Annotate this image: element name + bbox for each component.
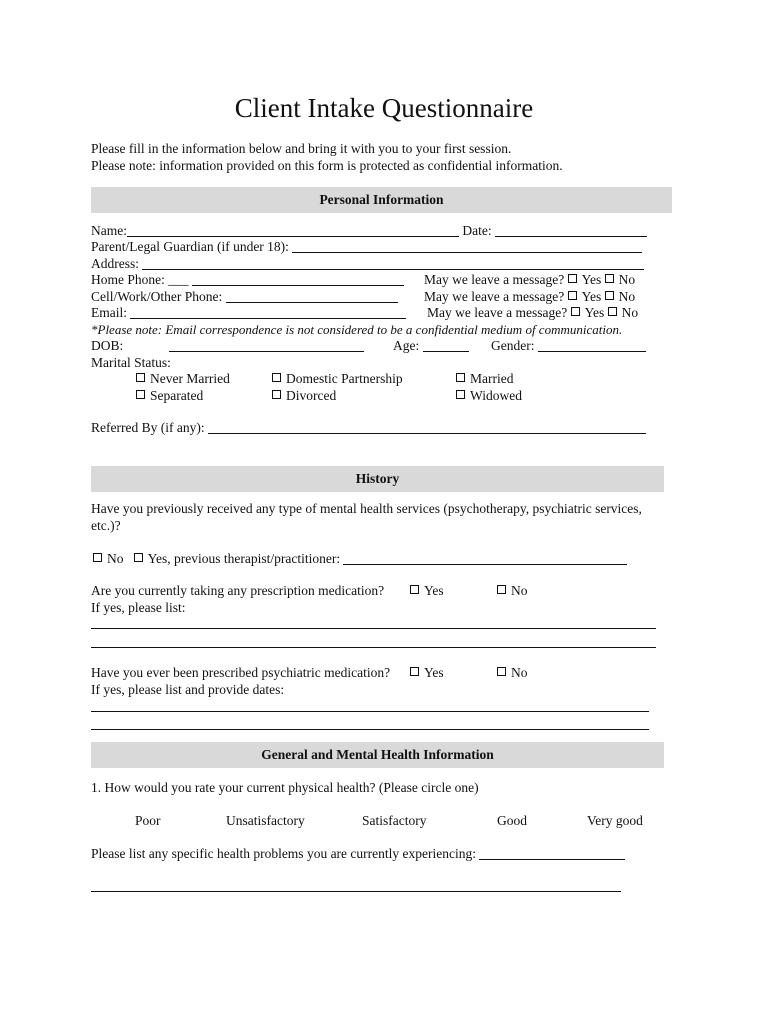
referred-by-row bbox=[91, 420, 646, 436]
rating-unsatisfactory[interactable]: Unsatisfactory bbox=[226, 813, 305, 828]
previous-therapist-field[interactable] bbox=[343, 552, 627, 565]
referred-by-label: Referred By (if any): bbox=[91, 420, 205, 435]
name-row bbox=[91, 223, 647, 239]
email-field[interactable] bbox=[130, 306, 406, 319]
yes-label: Yes bbox=[424, 665, 444, 680]
no-label: No bbox=[511, 665, 528, 680]
history-q1-line-2: etc.)? bbox=[91, 518, 121, 533]
dob-field[interactable] bbox=[169, 339, 364, 352]
no-label: No bbox=[621, 305, 639, 320]
health-problems-field[interactable] bbox=[479, 847, 625, 860]
message-question-label: May we leave a message? bbox=[427, 305, 568, 320]
gender-row bbox=[491, 338, 646, 354]
address-label: Address: bbox=[91, 256, 139, 271]
email-message-yes-checkbox[interactable] bbox=[571, 307, 580, 316]
home-phone-label: Home Phone: bbox=[91, 272, 165, 287]
marital-option-widowed[interactable] bbox=[456, 388, 522, 404]
checkbox[interactable] bbox=[272, 373, 281, 382]
email-message-question bbox=[427, 305, 638, 321]
prior-services-no-checkbox[interactable] bbox=[93, 553, 102, 562]
no-label: No bbox=[107, 551, 124, 566]
history-q2-followup: If yes, please list: bbox=[91, 600, 186, 615]
psych-medication-list-line-2[interactable] bbox=[91, 729, 649, 730]
checkbox[interactable] bbox=[456, 390, 465, 399]
marital-status-label: Marital Status: bbox=[91, 355, 171, 370]
home-message-no-checkbox[interactable] bbox=[605, 274, 614, 283]
no-label: No bbox=[618, 289, 636, 304]
date-label: Date: bbox=[462, 223, 492, 238]
no-label: No bbox=[511, 583, 528, 598]
checkbox[interactable] bbox=[456, 373, 465, 382]
checkbox[interactable] bbox=[136, 390, 145, 399]
history-q3-followup: If yes, please list and provide dates: bbox=[91, 682, 285, 697]
referred-by-field[interactable] bbox=[208, 421, 646, 434]
message-question-label: May we leave a message? bbox=[424, 289, 565, 304]
prior-services-yes-checkbox[interactable] bbox=[134, 553, 143, 562]
cell-message-no-checkbox[interactable] bbox=[605, 291, 614, 300]
medication-no-option[interactable] bbox=[497, 583, 528, 599]
general-q2-label: Please list any specific health problems you are currently experiencing: bbox=[91, 846, 476, 861]
email-message-no-checkbox[interactable] bbox=[608, 307, 617, 316]
checkbox[interactable] bbox=[410, 585, 419, 594]
option-label: Separated bbox=[150, 388, 204, 403]
medication-yes-option[interactable] bbox=[410, 583, 444, 599]
section-header-personal bbox=[91, 187, 672, 213]
no-label: No bbox=[618, 272, 636, 287]
general-q1: 1. How would you rate your current physical health? (Please circle one) bbox=[91, 780, 479, 795]
medication-list-line-2[interactable] bbox=[91, 647, 656, 648]
name-field[interactable] bbox=[127, 224, 459, 237]
section-title-general: General and Mental Health Information bbox=[261, 747, 494, 762]
intro-line-1: Please fill in the information below and bring it with you to your first session. bbox=[91, 141, 512, 156]
home-phone-prefix: ___ bbox=[168, 272, 189, 287]
yes-label: Yes bbox=[581, 289, 602, 304]
rating-very-good[interactable]: Very good bbox=[587, 813, 643, 828]
checkbox[interactable] bbox=[410, 667, 419, 676]
rating-good[interactable]: Good bbox=[497, 813, 527, 828]
guardian-field[interactable] bbox=[292, 240, 642, 253]
cell-message-yes-checkbox[interactable] bbox=[568, 291, 577, 300]
dob-label: DOB: bbox=[91, 338, 124, 353]
email-label: Email: bbox=[91, 305, 127, 320]
marital-option-divorced[interactable] bbox=[272, 388, 336, 404]
health-problems-line[interactable] bbox=[91, 891, 621, 892]
yes-label: Yes bbox=[581, 272, 602, 287]
age-row bbox=[393, 338, 469, 354]
section-title-personal: Personal Information bbox=[319, 192, 444, 207]
psych-medication-yes-option[interactable] bbox=[410, 665, 444, 681]
intro-line-2: Please note: information provided on this form is protected as confidential information. bbox=[91, 158, 563, 173]
psych-medication-no-option[interactable] bbox=[497, 665, 528, 681]
address-row bbox=[91, 256, 644, 272]
section-header-history bbox=[91, 466, 664, 492]
message-question-label: May we leave a message? bbox=[424, 272, 565, 287]
home-message-yes-checkbox[interactable] bbox=[568, 274, 577, 283]
home-phone-field[interactable] bbox=[192, 273, 404, 286]
home-phone-row bbox=[91, 272, 404, 288]
checkbox[interactable] bbox=[497, 667, 506, 676]
email-confidentiality-note: *Please note: Email correspondence is not considered to be a confidential medium of communication. bbox=[91, 322, 623, 337]
age-field[interactable] bbox=[423, 339, 469, 352]
rating-poor[interactable]: Poor bbox=[135, 813, 161, 828]
general-q2-row bbox=[91, 846, 625, 862]
rating-satisfactory[interactable]: Satisfactory bbox=[362, 813, 427, 828]
medication-list-line-1[interactable] bbox=[91, 628, 656, 629]
option-label: Widowed bbox=[470, 388, 522, 403]
name-label: Name: bbox=[91, 223, 127, 238]
psych-medication-list-line-1[interactable] bbox=[91, 711, 649, 712]
home-message-question bbox=[424, 272, 635, 288]
history-q1-line-1: Have you previously received any type of mental health services (psychotherapy, psychiatric services, bbox=[91, 501, 642, 516]
checkbox[interactable] bbox=[272, 390, 281, 399]
section-title-history: History bbox=[355, 471, 400, 486]
cell-phone-field[interactable] bbox=[226, 290, 398, 303]
marital-option-never-married[interactable] bbox=[136, 371, 230, 387]
history-q3: Have you ever been prescribed psychiatric medication? bbox=[91, 665, 391, 680]
option-label: Divorced bbox=[286, 388, 337, 403]
marital-option-separated[interactable] bbox=[136, 388, 203, 404]
dob-row bbox=[91, 338, 364, 354]
gender-label: Gender: bbox=[491, 338, 535, 353]
date-field[interactable] bbox=[495, 224, 647, 237]
history-q2: Are you currently taking any prescription medication? bbox=[91, 583, 385, 598]
cell-phone-row bbox=[91, 289, 398, 305]
gender-field[interactable] bbox=[538, 339, 646, 352]
email-row bbox=[91, 305, 406, 321]
guardian-label: Parent/Legal Guardian (if under 18): bbox=[91, 239, 289, 254]
age-label: Age: bbox=[393, 338, 420, 353]
yes-label: Yes bbox=[424, 583, 444, 598]
yes-previous-therapist-label: Yes, previous therapist/practitioner: bbox=[147, 551, 341, 566]
section-header-general bbox=[91, 742, 664, 768]
cell-phone-label: Cell/Work/Other Phone: bbox=[91, 289, 223, 304]
page-title: Client Intake Questionnaire bbox=[234, 93, 534, 123]
cell-message-question bbox=[424, 289, 635, 305]
guardian-row bbox=[91, 239, 642, 255]
option-label: Married bbox=[470, 371, 514, 386]
marital-option-married[interactable] bbox=[456, 371, 513, 387]
option-label: Domestic Partnership bbox=[286, 371, 403, 386]
marital-option-domestic-partnership[interactable] bbox=[272, 371, 403, 387]
option-label: Never Married bbox=[150, 371, 230, 386]
checkbox[interactable] bbox=[136, 373, 145, 382]
checkbox[interactable] bbox=[497, 585, 506, 594]
address-field[interactable] bbox=[142, 257, 644, 270]
history-q1-answers bbox=[93, 551, 627, 567]
yes-label: Yes bbox=[584, 305, 605, 320]
